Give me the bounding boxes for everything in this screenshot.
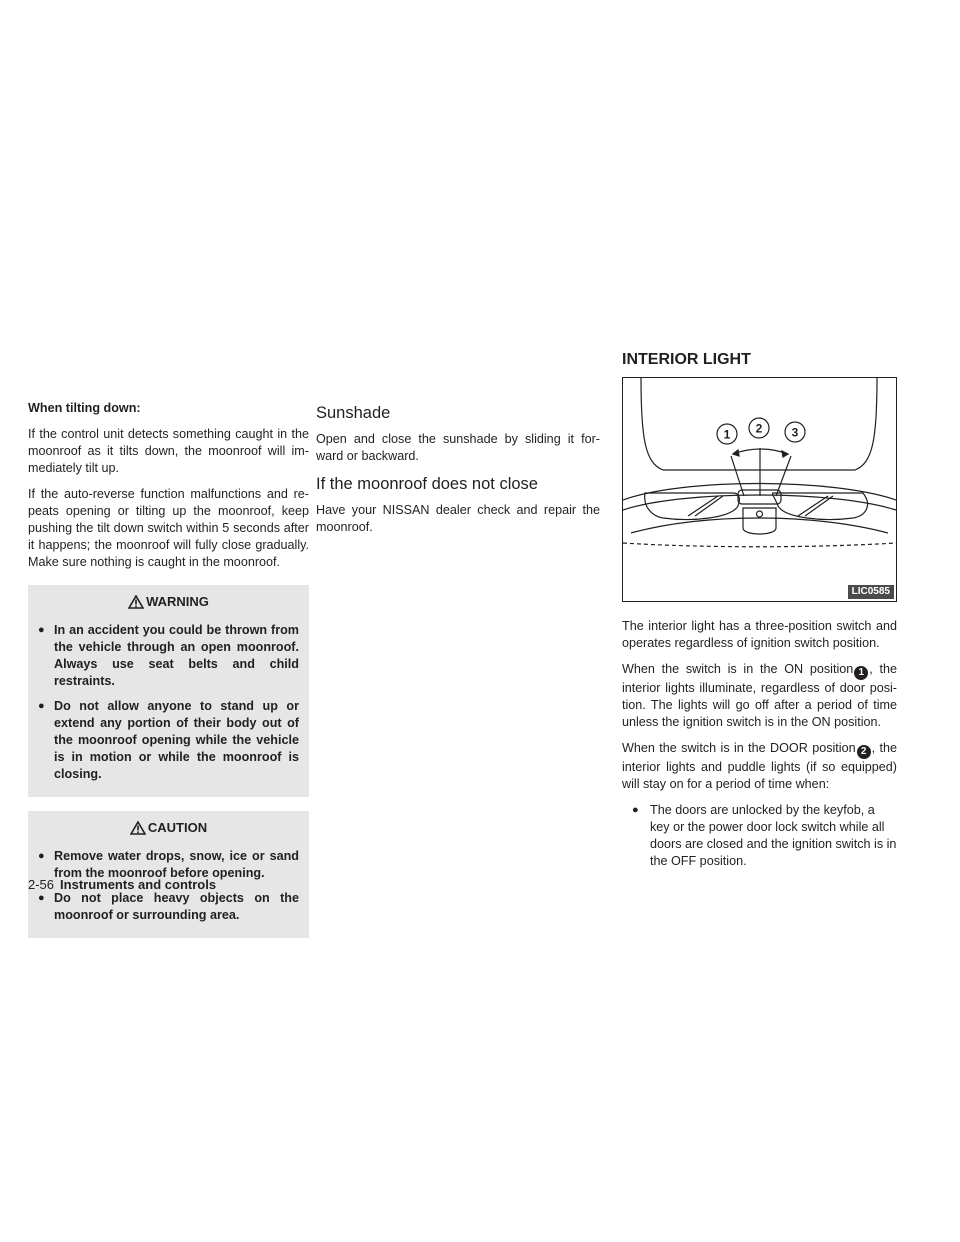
interior-light-illustration (623, 378, 896, 601)
auto-reverse-paragraph: If the auto-reverse function malfunctions and re- peats opening or tilting up the moonroof, keep pushing the tilt down switch within 5 seconds after it happens; the moonroof will fully close gradually. Make sure nothing is caught in the moonroof. (28, 487, 309, 569)
caution-item: ● Do not place heavy objects on the moonroof or surrounding area. (38, 891, 299, 922)
caution-title: CAUTION (147, 820, 208, 835)
interior-light-intro: The interior light has a three-position switch and operates regardless of ignition switch position. (622, 619, 897, 650)
bullet-icon: ● (38, 700, 45, 712)
warning-header (38, 593, 299, 610)
page-footer (28, 877, 216, 892)
bullet-icon: ● (38, 624, 45, 636)
moonroof-not-close-paragraph: Have your NISSAN dealer check and repair the moonroof. (316, 503, 600, 534)
door-position-paragraph: When the switch is in the DOOR position 2 , the interior lights and puddle lights (if so equipped) will stay on for a period of time when: (622, 741, 897, 791)
tilting-down-heading: When tilting down: (28, 401, 141, 415)
position-1-marker: 1 (854, 666, 868, 680)
chapter-title: Instruments and controls (60, 877, 217, 892)
figure-code: LIC0585 (848, 585, 894, 599)
bullet-icon: ● (38, 850, 45, 862)
caution-header (38, 819, 299, 836)
warning-item: ● In an accident you could be thrown from the vehicle through an open moonroof. Always use seat belts and child restraints. (38, 623, 299, 688)
interior-light-figure (622, 377, 897, 602)
figure-label-3: 3 (791, 425, 799, 440)
warning-item: ● Do not allow anyone to stand up or extend any portion of their body out of the moonroof opening while the vehicle is in motion or while the moonroof is closing. (38, 699, 299, 781)
position-2-marker: 2 (857, 745, 871, 759)
moonroof-not-close-heading: If the moonroof does not close (316, 475, 538, 493)
warning-title: WARNING (146, 594, 209, 609)
caution-triangle-icon (130, 821, 146, 835)
right-column (622, 350, 897, 870)
caution-item: ● Remove water drops, snow, ice or sand from the moonroof before opening. (38, 849, 299, 880)
warning-triangle-icon (128, 595, 144, 609)
tilting-down-paragraph: If the control unit detects something caught in the moonroof as it tilts down, the moonroof will im- mediately tilt up. (28, 427, 309, 475)
middle-column (316, 400, 600, 545)
figure-label-2: 2 (755, 421, 763, 436)
door-condition-item: ● The doors are unlocked by the keyfob, a key or the power door lock switch while all doors are closed and the ignition switch is in the OFF position. (632, 803, 897, 868)
page-number: 2-56 (28, 877, 55, 892)
figure-label-1: 1 (723, 427, 731, 442)
left-column (28, 400, 309, 948)
section-title: INTERIOR LIGHT (622, 351, 751, 368)
caution-box (28, 811, 309, 938)
sunshade-paragraph: Open and close the sunshade by sliding it for- ward or backward. (316, 432, 600, 463)
sunshade-heading: Sunshade (316, 404, 391, 422)
warning-box (28, 585, 309, 797)
on-position-paragraph: When the switch is in the ON position 1 , the interior lights illuminate, regardless of door posi- tion. The lights will go off after a period of time unless the ignition switch is in the ON position. (622, 662, 897, 729)
bullet-icon: ● (38, 892, 45, 904)
bullet-icon: ● (632, 804, 639, 816)
